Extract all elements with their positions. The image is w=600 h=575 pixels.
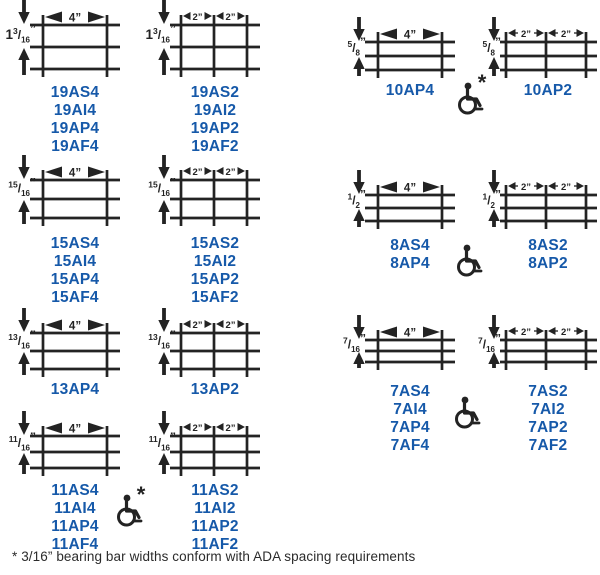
grating-cross-section-diagram [0,307,134,383]
dimension-2in [508,327,544,338]
product-code: 7AP2 [528,419,568,436]
product-code-list [13,235,137,307]
svg-text:2”: 2” [225,320,236,331]
dimension-2in [548,182,584,193]
product-code: 8AS2 [528,237,568,254]
product-code-list [153,381,277,399]
grating-cross-section-diagram [325,169,469,235]
product-code: 19AF4 [51,138,99,155]
bar-spacing-label: $1^3_{/16}^”$ [145,22,176,45]
grating-cross-section-diagram [460,314,600,376]
dimension-2in [216,167,245,178]
dimension-2in [508,29,544,40]
up-arrow-icon [18,200,29,224]
product-code: 7AS2 [528,383,568,400]
product-code: 8AP4 [390,255,430,272]
dimension-4in [45,167,105,180]
product-code-list [153,84,277,156]
svg-text:2”: 2” [192,320,203,331]
svg-text:4”: 4” [68,167,82,180]
dimension-2in [183,12,212,23]
grating-cross-section-diagram [0,410,134,482]
ada-wheelchair-icon [452,236,490,282]
product-code: 11AI2 [194,500,236,517]
svg-text:2”: 2” [560,182,572,193]
product-code: 15AP2 [190,271,240,288]
dimension-4in [45,320,105,333]
svg-text:4”: 4” [68,423,82,436]
bar-spacing-label: $^1_{/2}$” [482,187,501,210]
product-code: 15AI4 [53,253,97,270]
grating-cross-section-diagram [0,0,134,83]
svg-text:2”: 2” [520,182,532,193]
down-arrow-icon [18,308,29,332]
product-code: 11AF2 [191,536,239,553]
product-code: 10AP4 [385,82,435,99]
dimension-2in [216,320,245,331]
grating-cross-section-diagram [0,154,134,232]
up-arrow-icon [158,453,169,474]
bar-spacing-label: $^{15}_{/16}$” [8,175,36,198]
up-arrow-icon [353,57,364,76]
product-code-list [153,482,277,554]
down-arrow-icon [18,411,29,435]
up-arrow-icon [18,352,29,375]
svg-text:4”: 4” [68,12,82,25]
svg-text:2”: 2” [192,167,203,178]
product-code: 10AP2 [523,82,573,99]
ada-footnote: * 3/16” bearing bar widths conform with ADA spacing requirements [12,549,416,564]
grating-cross-section-diagram [130,0,274,83]
down-arrow-icon [158,0,169,24]
product-code-list [13,381,137,399]
svg-text:2”: 2” [225,423,236,434]
asterisk: * [136,486,146,507]
dimension-2in [183,423,212,434]
product-code: 19AI2 [193,102,237,119]
dimension-4in [45,12,105,25]
dimension-2in [548,327,584,338]
product-code: 19AP2 [190,120,240,137]
svg-text:2”: 2” [560,29,572,40]
product-code: 11AP2 [191,518,239,535]
product-code: 15AS2 [190,235,240,252]
svg-text:4”: 4” [403,182,417,195]
bar-spacing-label: $^{11}_{/16}$” [8,430,36,453]
product-code: 8AS4 [390,237,430,254]
down-arrow-icon [18,0,29,24]
dimension-4in [380,182,440,195]
svg-text:4”: 4” [68,320,82,333]
up-arrow-icon [353,352,364,368]
up-arrow-icon [18,48,29,75]
bar-spacing-label: $^{15}_{/16}$” [148,175,176,198]
up-arrow-icon [158,352,169,375]
dimension-2in [183,320,212,331]
product-code: 15AS4 [50,235,100,252]
bar-spacing-label: $^{13}_{/16}$” [8,328,36,351]
grating-cross-section-diagram [130,154,274,232]
product-code: 7AI2 [531,401,565,418]
svg-text:2”: 2” [520,327,532,338]
product-code: 7AP4 [390,419,430,436]
product-code: 11AP4 [51,518,99,535]
dimension-2in [508,182,544,193]
up-arrow-icon [488,209,499,227]
up-arrow-icon [488,352,499,368]
svg-text:2”: 2” [225,167,236,178]
product-code: 13AP4 [50,381,100,398]
dimension-2in [548,29,584,40]
up-arrow-icon [353,209,364,227]
asterisk: * [477,74,487,95]
ada-wheelchair-icon [112,486,150,532]
ada-wheelchair-icon [450,388,488,434]
bar-spacing-label: $1^3_{/16}^”$ [5,22,36,45]
grating-cross-section-diagram [130,410,274,482]
product-code-list [486,82,600,100]
down-arrow-icon [158,155,169,179]
dimension-4in [380,29,440,42]
bar-spacing-label: $^7_{/16}$” [343,331,366,354]
bar-spacing-label: $^{11}_{/16}$” [148,430,176,453]
dimension-4in [380,327,440,340]
dimension-2in [216,12,245,23]
product-code-list [486,383,600,455]
grating-cross-section-diagram [130,307,274,383]
product-code: 15AP4 [50,271,100,288]
product-code: 7AF2 [528,437,568,454]
up-arrow-icon [158,200,169,224]
product-code: 7AF4 [390,437,430,454]
grating-cross-section-diagram [325,16,469,84]
product-code: 13AP2 [190,381,240,398]
product-code: 19AP4 [50,120,100,137]
product-code: 11AS4 [51,482,99,499]
product-code: 19AF2 [191,138,239,155]
product-code-list [486,237,600,273]
product-code: 8AP2 [528,255,568,272]
product-code: 11AI4 [54,500,96,517]
product-code-list [13,84,137,156]
product-code: 11AF4 [51,536,99,553]
product-code: 19AI4 [53,102,97,119]
bar-spacing-label: $^1_{/2}$” [347,187,366,210]
svg-text:4”: 4” [403,327,417,340]
svg-text:2”: 2” [520,29,532,40]
product-code-list [153,235,277,307]
grating-cross-section-diagram [325,314,469,376]
svg-text:2”: 2” [192,423,203,434]
dimension-2in [216,423,245,434]
bar-spacing-label: $^5_{/8}$” [482,35,501,58]
product-code: 7AI4 [393,401,427,418]
svg-text:2”: 2” [192,12,203,23]
product-code: 19AS4 [50,84,100,101]
svg-text:2”: 2” [560,327,572,338]
dimension-4in [45,423,105,436]
down-arrow-icon [18,155,29,179]
product-code: 15AF4 [51,289,99,306]
ada-wheelchair-icon [453,74,491,120]
up-arrow-icon [18,453,29,474]
dimension-2in [183,167,212,178]
product-code: 15AI2 [193,253,237,270]
product-code: 19AS2 [190,84,240,101]
bar-spacing-label: $^{13}_{/16}$” [148,328,176,351]
product-code: 11AS2 [191,482,239,499]
bar-spacing-label: $^5_{/8}$” [347,35,366,58]
down-arrow-icon [158,411,169,435]
product-code: 7AS4 [390,383,430,400]
bar-spacing-label: $^7_{/16}$” [478,331,501,354]
down-arrow-icon [158,308,169,332]
product-code: 15AF2 [191,289,239,306]
svg-text:4”: 4” [403,29,417,42]
grating-cross-section-diagram [460,169,600,235]
up-arrow-icon [158,48,169,75]
svg-text:2”: 2” [225,12,236,23]
